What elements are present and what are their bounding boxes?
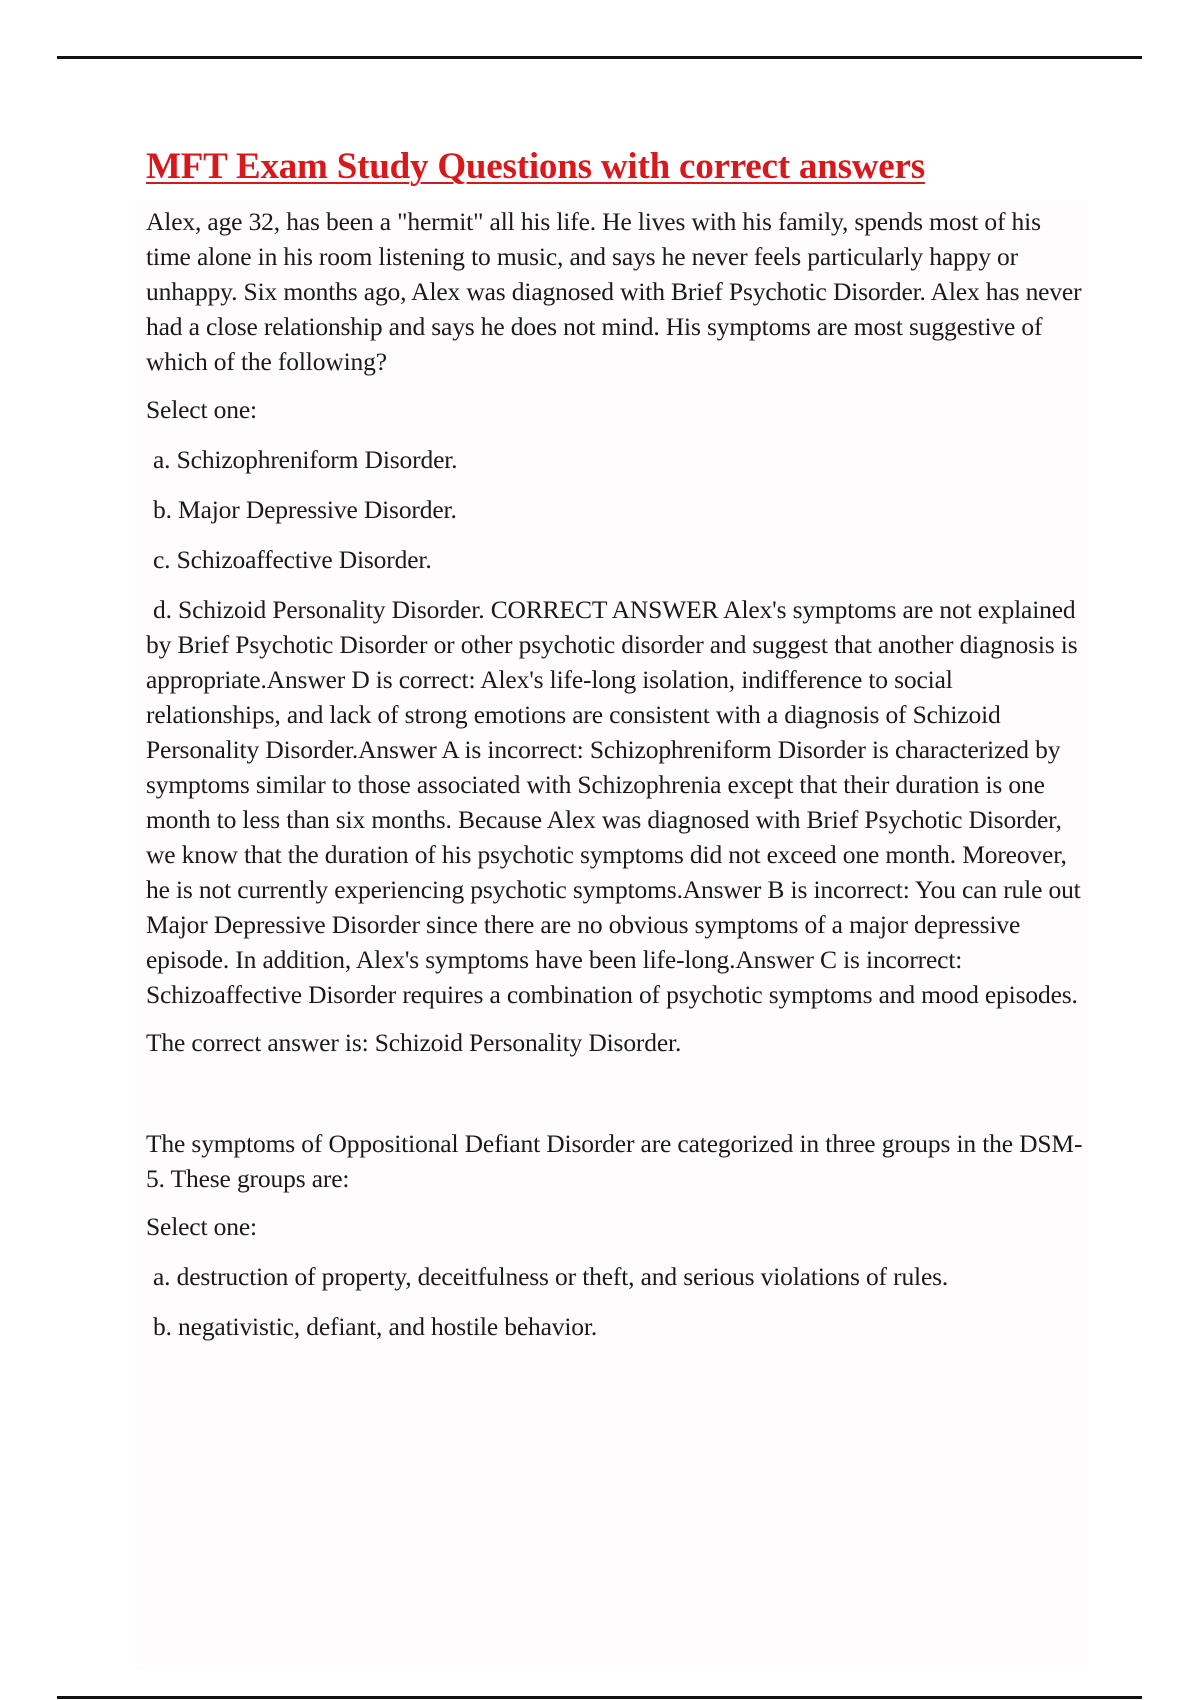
document-title: MFT Exam Study Questions with correct answers: [146, 146, 925, 187]
header-rule: [57, 56, 1142, 59]
option-b: b. negativistic, defiant, and hostile behavior.: [153, 1312, 598, 1341]
select-one-prompt: Select one:: [146, 1212, 257, 1241]
footer-rule: [57, 1696, 1142, 1699]
question-2: [146, 1126, 1086, 1344]
question-text: Alex, age 32, has been a "hermit" all his life. He lives with his family, spends most of his time alone in his room listening to music, and says he never feels particularly happy or unhappy. Six months ago, Alex was diagnosed with Brief Psychotic Disorder. Alex has never had a close relationship and says he does not mind. His symptoms are most suggestive of which of the following?: [146, 207, 1082, 376]
option-a: a. destruction of property, deceitfulness or theft, and serious violations of rules.: [153, 1262, 949, 1291]
option-a: a. Schizophreniform Disorder.: [153, 445, 458, 474]
document-body: [146, 144, 1086, 1359]
select-one-prompt: Select one:: [146, 395, 257, 424]
option-d-with-explanation: d. Schizoid Personality Disorder. CORRECT ANSWER Alex's symptoms are not explained by Brief Psychotic Disorder or other psychotic disorder and suggest that another diagnosis is appropriate.Answer D is correct: Alex's life-long isolation, indifference to social relationships, and lack of strong emotions are consistent with a diagnosis of Schizoid Personality Disorder.Answer A is incorrect: Schizophreniform Disorder is characterized by symptoms similar to those associated with Schizophrenia except that their duration is one month to less than six months. Because Alex was diagnosed with Brief Psychotic Disorder, we know that the duration of his psychotic symptoms did not exceed one month. Moreover, he is not currently experiencing psychotic symptoms.Answer B is incorrect: You can rule out Major Depressive Disorder since there are no obvious symptoms of a major depressive episode. In addition, Alex's symptoms have been life-long.Answer C is incorrect: Schizoaffective Disorder requires a combination of psychotic symptoms and mood episodes.: [146, 595, 1081, 1009]
correct-answer-statement: The correct answer is: Schizoid Personality Disorder.: [146, 1028, 682, 1057]
question-text: The symptoms of Oppositional Defiant Disorder are categorized in three groups in the DSM-5. These groups are:: [146, 1129, 1083, 1193]
option-b: b. Major Depressive Disorder.: [153, 495, 457, 524]
option-c: c. Schizoaffective Disorder.: [153, 545, 432, 574]
question-1: [146, 204, 1086, 1060]
question-spacer: [146, 1060, 1086, 1126]
